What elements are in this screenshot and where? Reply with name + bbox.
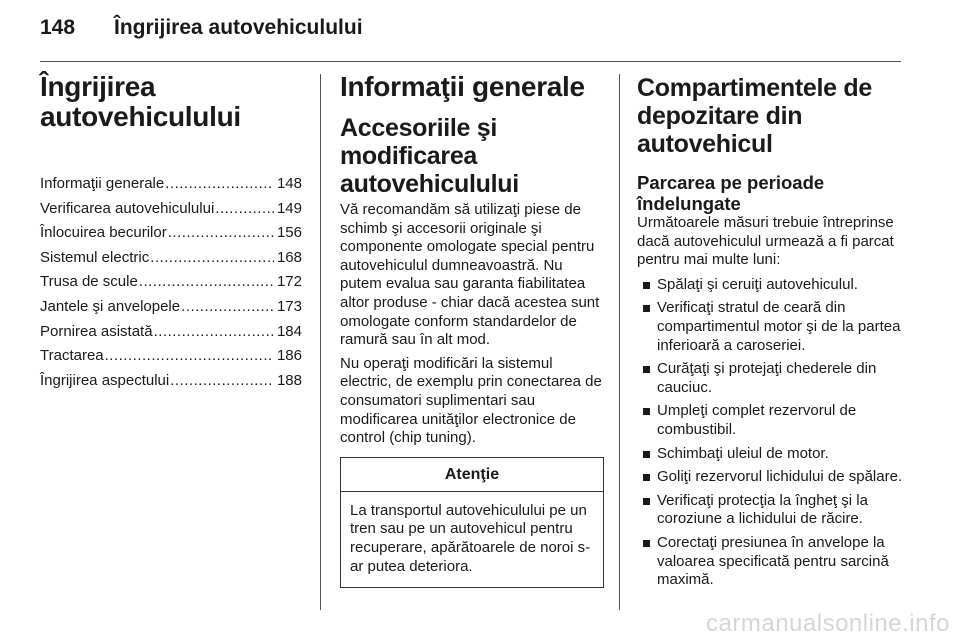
subsection-heading-line: Accesoriile şi modificarea xyxy=(340,114,498,170)
toc-page: 148 xyxy=(276,175,302,192)
toc-page: 149 xyxy=(276,199,302,217)
table-of-contents xyxy=(40,172,302,393)
section-heading: Informaţii generale xyxy=(340,71,585,102)
warning-text: La transportul autovehiculului pe un tren sau pe un autovehicul pentru recuperare, apărătoarele de noroi s-ar putea deteriora. xyxy=(350,501,591,575)
chapter-title-line: autovehiculului xyxy=(40,101,241,132)
list-item: Spălaţi şi ceruiţi autovehiculul. xyxy=(637,276,903,295)
toc-page: 188 xyxy=(276,371,302,389)
toc-page: 173 xyxy=(276,297,302,315)
subsection-heading-line: îndelungate xyxy=(637,193,741,214)
toc-label: Informaţii generale xyxy=(40,175,165,192)
paragraph: Următoarele măsuri trebuie întreprinse dacă autovehiculul urmează a fi parcat pentru mai multe luni: xyxy=(637,214,894,269)
toc-label: Jantele şi anvelopele xyxy=(40,297,181,315)
toc-leader xyxy=(170,369,274,394)
toc-entry[interactable] xyxy=(40,295,302,320)
toc-entry[interactable] xyxy=(40,344,302,369)
list-item: Umpleţi complet rezervorul de combustibil. xyxy=(637,402,903,439)
general-info-column xyxy=(340,72,604,588)
toc-leader xyxy=(215,197,274,222)
section-heading xyxy=(637,74,903,158)
subsection-heading xyxy=(340,114,604,198)
toc-leader xyxy=(168,221,274,246)
column-divider xyxy=(619,74,620,610)
toc-label: Înlocuirea becurilor xyxy=(40,224,167,242)
subsection-heading-line: Parcarea pe perioade xyxy=(637,172,825,193)
toc-leader xyxy=(139,270,274,295)
toc-leader xyxy=(150,246,274,271)
section-heading-line: depozitare din autovehicul xyxy=(637,102,803,158)
chapter-title-line: Îngrijirea xyxy=(40,71,156,102)
paragraph: Vă recomandăm să utilizaţi piese de schimb şi accesorii originale şi componente omologate special pentru autovehiculul dumneavoastră. Nu putem evalua sau garanta fiabilitatea altor produse - chiar dacă acestea sunt omologate conform standardelor de ramură sau în alt mod. xyxy=(340,201,600,349)
toc-page: 172 xyxy=(276,273,302,291)
toc-entry[interactable] xyxy=(40,197,302,222)
toc-entry[interactable] xyxy=(40,246,302,271)
toc-entry[interactable] xyxy=(40,320,302,345)
toc-leader xyxy=(165,172,274,197)
toc-leader xyxy=(181,295,274,320)
section-heading-line: Compartimentele de xyxy=(637,74,872,102)
toc-page: 168 xyxy=(276,248,302,266)
chapter-column xyxy=(40,72,302,393)
toc-page: 186 xyxy=(276,347,302,365)
toc-entry[interactable] xyxy=(40,369,302,394)
toc-entry[interactable] xyxy=(40,172,302,197)
toc-label: Tractarea xyxy=(40,347,104,365)
bullet-list xyxy=(637,276,903,590)
paragraph: Nu operaţi modificări la sistemul electric, de exemplu prin conectarea de consumatori suplimentari sau modificarea unităţilor electronice de control (chip tuning). xyxy=(340,354,602,447)
list-item: Schimbaţi uleiul de motor. xyxy=(637,445,903,464)
subsection-heading xyxy=(637,172,903,214)
toc-label: Îngrijirea aspectului xyxy=(40,371,170,389)
warning-title: Atenţie xyxy=(341,458,603,492)
toc-entry[interactable] xyxy=(40,221,302,246)
toc-entry[interactable] xyxy=(40,270,302,295)
watermark: carmanualsonline.info xyxy=(706,610,950,637)
list-item: Verificaţi stratul de ceară din compartimentul motor şi de la partea inferioară a caroseriei. xyxy=(637,299,903,355)
header-rule xyxy=(40,61,901,62)
list-item: Verificaţi protecţia la îngheţ şi la coroziune a lichidului de răcire. xyxy=(637,492,903,529)
column-divider xyxy=(320,74,321,610)
page-number: 148 xyxy=(40,16,76,39)
subsection-heading-line: autovehiculului xyxy=(340,170,519,198)
warning-box xyxy=(340,457,604,588)
toc-label: Pornirea asistată xyxy=(40,322,153,340)
toc-label: Trusa de scule xyxy=(40,273,138,291)
toc-page: 156 xyxy=(276,224,302,242)
chapter-title xyxy=(40,72,302,132)
toc-label: Sistemul electric xyxy=(40,248,150,266)
toc-label: Verificarea autovehiculului xyxy=(40,199,215,217)
running-title: Îngrijirea autovehiculului xyxy=(114,16,363,39)
toc-leader xyxy=(154,320,274,345)
list-item: Corectaţi presiunea în anvelope la valoarea specificată pentru sarcină maximă. xyxy=(637,534,903,590)
list-item: Goliţi rezervorul lichidului de spălare. xyxy=(637,468,903,487)
toc-leader xyxy=(105,344,274,369)
list-item: Curăţaţi şi protejaţi chederele din cauciuc. xyxy=(637,360,903,397)
toc-page: 184 xyxy=(276,322,302,340)
page-header xyxy=(40,16,920,52)
storage-column xyxy=(637,72,903,595)
